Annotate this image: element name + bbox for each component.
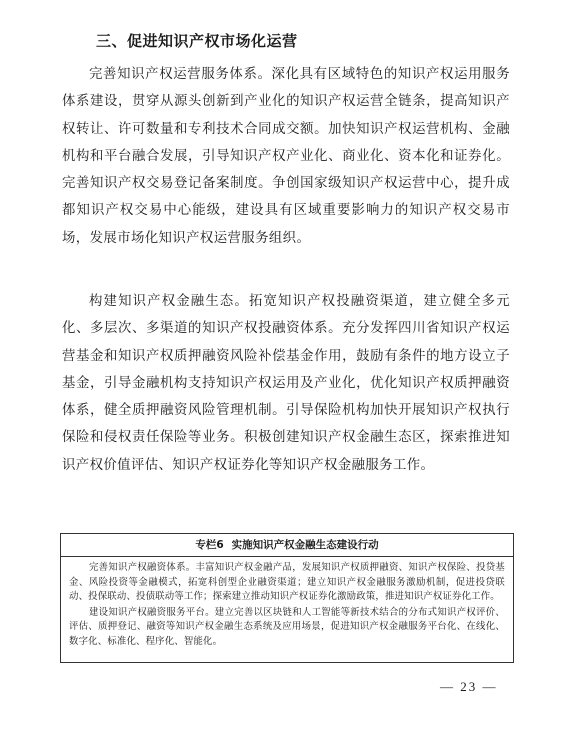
column-box-paragraph: 完善知识产权融资体系。丰富知识产权金融产品，发展知识产权质押融资、知识产权保险、投贷基金、风险投资等金融模式，拓宽科创型企业融资渠道；建立知识产权金融服务激励机制，促进投贷联动、投保联动、投债联动等工作；探索建立推动知识产权证券化激励政策，推进知识产权证券化工作。 <box>69 562 505 603</box>
column-box-heading: 实施知识产权金融生态建设行动 <box>231 539 379 551</box>
section-heading: 三、促进知识产权市场化运营 <box>96 32 298 50</box>
column-box-label: 专栏6 <box>195 539 224 551</box>
paragraph-ip-operation: 完善知识产权运营服务体系。深化具有区域特色的知识产权运用服务体系建设，贯穿从源头创新到产业化的知识产权运营全链条，提高知识产权转让、许可数量和专利技术合同成交额。加快知识产权运营机构、金融机构和平台融合发展，引导知识产权产业化、商业化、资本化和证券化。完善知识产权交易登记备案制度。争创国家级知识产权运营中心，提升成都知识产权交易中心能级，建设具有区域重要影响力的知识产权交易市场，发展市场化知识产权运营服务组织。 <box>62 67 510 246</box>
column-box <box>60 533 514 663</box>
column-box-paragraph: 建设知识产权融资服务平台。建立完善以区块链和人工智能等新技术结合的分布式知识产权评价、评估、质押登记、融资等知识产权金融生态系统及应用场景，促进知识产权金融服务平台化、在线化、数字化、标准化、程序化、智能化。 <box>69 606 505 647</box>
column-box-title <box>61 534 513 557</box>
column-box-body <box>61 557 513 650</box>
paragraph-ip-finance: 构建知识产权金融生态。拓宽知识产权投融资渠道，建立健全多元化、多层次、多渠道的知识产权投融资体系。充分发挥四川省知识产权运营基金和知识产权质押融资风险补偿基金作用，鼓励有条件的地方设立子基金，引导金融机构支持知识产权运用及产业化，优化知识产权质押融资体系，健全质押融资风险管理机制。引导保险机构加快开展知识产权执行保险和侵权责任保险等业务。积极创建知识产权金融生态区，探索推进知识产权价值评估、知识产权证券化等知识产权金融服务工作。 <box>62 294 510 473</box>
page-number: — 23 — <box>440 679 498 694</box>
